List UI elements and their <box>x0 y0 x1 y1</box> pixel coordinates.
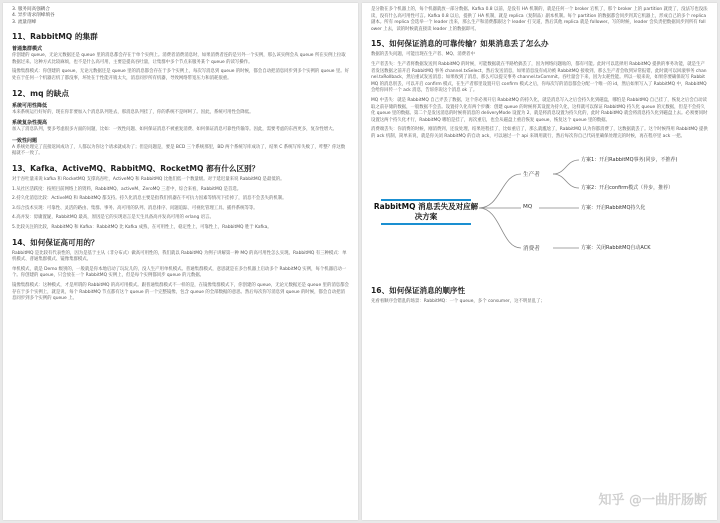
list-item: 3.综合技术实现：可靠性、灵活的路由、集群、事务、高可用的队列、消息排序、问题追踪、可视化管理工具、插件系统等等。 <box>12 205 258 211</box>
mind-map-leaf: 方案1：开启RabbitMQ事务(同步，不推荐) <box>581 156 678 163</box>
paragraph: 对于吞吐量来说 kafka 和 RocketMQ 支撑高吞吐，ActiveMQ 和 RabbitMQ 比他们低一个数量级。对于延迟量来说 RabbitMQ 是最低的。 <box>12 176 285 182</box>
list-item: 5.比较关注的比较，RabbitMQ 和 Kafka：RabbitMQ 比 Kafka 成熟，在可用性上，稳定性上，可靠性上，RabbitMQ 胜于 Kafka。 <box>12 224 272 230</box>
document-page-right <box>362 3 717 520</box>
mind-map-root <box>373 198 479 226</box>
mind-map-root-bar <box>381 199 471 201</box>
mind-map-leaf: 方案：关闭RabbitMQ自动ACK <box>581 244 651 251</box>
subsection-title: 普通集群模式 <box>12 46 43 53</box>
paragraph: MQ 中丢失：就是 RabbitMQ 自己弄丢了数据，这个你必须开启 RabbitMQ 的持久化，就是消息写入之后会持久化到磁盘，哪怕是 RabbitMQ 自己挂了，恢复之后会自动读取之前存储的数据，一般数据不会丢。设置持久化有两个步骤：创建 queue 的时候将其设置为持久化，这样就可以保证 RabbitMQ 持久化 queue 的元数据，但是不会持久化 queue 里的数据。第二个是发送消息的时候将消息的 deliveryMode 设置为 2，就是将消息设置为持久化的，此时 RabbitMQ 就会将消息持久化到磁盘上去。必须要同时设置这两个持久化才行，RabbitMQ 哪怕是挂了，再次重启，也会从磁盘上重启恢复 queue，恢复这个 queue 里的数据。 <box>371 97 708 123</box>
section-title: 13、Kafka、ActiveMQ、RabbitMQ、RocketMQ 都有什么区别？ <box>12 163 260 173</box>
section-title: 11、RabbitMQ 的集群 <box>12 32 98 42</box>
section-title: 14、如何保证高可用的？ <box>12 237 99 247</box>
list-item: 2.持久化消息比较：ActiveMQ 和 RabbitMQ 都支持。持久化消息主要是指我们机器在不可抗力因素等情况下挂掉了，消息不会丢失的机制。 <box>12 196 287 202</box>
paragraph: 数据的丢失问题，可能出现在生产者、MQ、消费者中 <box>371 52 475 58</box>
mind-map-root-bar <box>381 223 471 225</box>
toc-item: 3. 服务间高强耦合 <box>12 7 51 12</box>
paragraph: 单机模式，就是 Demo 级别的，一般就是你本地启动了玩玩儿的，没人生产用单机模式。普通集群模式，意思就是在多台机器上启动多个 RabbitMQ 实例，每个机器启动一个。你创建的 queue，只会放在一个 RabbitMQ 实例上，但是每个实例都同步 queue 的元数据。 <box>12 266 347 279</box>
paragraph: A 系统处理完了直接返回成功了，人都以为你这个请求就成功了；但是问题是，要是 BCD 三个系统那里，BD 两个系统写库成功了，结果 C 系统写库失败了，咋整？你这数据就不一致了。 <box>12 144 346 157</box>
mind-map-leaf: 方案2：开启confirm模式（异步，推荐） <box>581 184 674 191</box>
list-item: 4.高并发：毋庸置疑，RabbitMQ 最高，原因是它的实现语言是天生具备高并发高可用的 erlang 语言。 <box>12 215 214 221</box>
connector <box>479 174 521 208</box>
paragraph: 消费端丢失：你消费的时候，刚消费到，还没处理，结果进程挂了，比如重启了，那么就尴尬了，RabbitMQ 认为你都消费了，这数据就丢了。这个时候得用 RabbitMQ 提供的 ack 机制，简单来说，就是你关闭 RabbitMQ 的自动 ack，可以通过一个 api 来调用就行，然后每次你自己代码里确保处理完的时候，再在程序里 ack 一把。 <box>371 127 708 139</box>
toc-item: 4. 异步请求削峰填谷 <box>12 13 55 19</box>
toc-list <box>12 7 349 26</box>
paragraph: 镜像集群模式：你创建的 queue，无论元数据还是 queue 里的消息都会存在于多个实例上，每次写消息到 queue 的时候，都会自动把消息同步到多个实例的 queue 里。好处在于任何一个机器宕机了都没事，坏处在于性能开销太大，消息同步所有机器，导致网络带宽压力和消耗很重。 <box>12 69 350 81</box>
watermark: 知乎 @一曲肝肠断 <box>598 493 707 508</box>
section-title: 15、如何保证消息的可靠传输？如果消息丢了怎么办 <box>371 39 549 49</box>
mind-map-leaf: 方案：开启RabbitMQ持久化 <box>581 204 646 211</box>
connector <box>479 208 521 248</box>
subsection-title: 系统可用性降低 <box>12 102 48 109</box>
toc-item: 3. 流量削峰 <box>12 19 37 25</box>
connector <box>553 174 579 188</box>
subsection-title: 系统复杂性提高 <box>12 120 48 127</box>
paragraph: 是分散在多个机器上的，每个机器就放一部分数据。Kafka 0.8 以前，是没有 HA 机制的，就是任何一个 broker 宕机了，那个 broker 上的 partition 就废了，没法写也没法读，没有什么高可用性可言。Kafka 0.8 以后，提供了 HA 机制，就是 replica（复制品）副本机制。每个 partition 的数据都会同步到其它机器上，形成自己的多个 replica 副本。所有 replica 会选举一个 leader 出来，那么生产和消费都跟这个 leader 打交道，然后其他 replica 就是 follower。写的时候，leader 会负责把数据同步到所有 follower 上去，读的时候就直接读 leader 上的数据即可。 <box>371 7 708 32</box>
mind-map-branch: MQ <box>523 203 533 210</box>
connector <box>553 160 579 174</box>
paragraph: RabbitMQ 是比较有代表性的，因为是基于主从（非分布式）做高可用性的，我们就以 RabbitMQ 为例子讲解第一种 MQ 的高可用性怎么实现。RabbitMQ 有三种模式：单机模式、普通集群模式、镜像集群模式。 <box>12 250 347 263</box>
mind-map-branch: 生产者 <box>523 171 540 178</box>
mind-map-branch: 消费者 <box>523 245 540 252</box>
paragraph: 镜像集群模式：这种模式，才是所谓的 RabbitMQ 的高可用模式。跟普通集群模式不一样的是，在镜像集群模式下，你创建的 queue，无论元数据还是 queue 里的消息都会存在于多个实例上，就是说，每个 RabbitMQ 节点都有这个 queue 的一个完整镜像，包含 queue 的全部数据的意思。然后每次你写消息到 queue 的时候，都会自动把消息同步到多个实例的 queue 上。 <box>12 282 349 302</box>
mind-map-root-label: RabbitMQ 消息丢失及对应解决方案 <box>373 201 479 221</box>
document-page-left <box>3 3 358 520</box>
section-title: 16、如何保证消息的顺序性 <box>371 285 466 295</box>
paragraph: 你创建的 queue，无论元数据还是 queue 里的消息都会存在于单个实例上。消费者消费消息时，如果消费者连的是另外一个实例，那么该实例会从 queue 所在实例上拉取数据过来。这种方式比较麻烦，也不是什么高可用，主要是提高吞吐量，让集群中多个节点来服务某个 queue 的读写操作。 <box>12 53 346 65</box>
section-title: 12、mq 的缺点 <box>12 88 69 98</box>
subsection-title: 一致性问题 <box>12 137 38 144</box>
mind-map-diagram <box>371 144 708 280</box>
paragraph: 加入了消息队列，要多考虑很多方面的问题，比如：一致性问题、如何保证消息不被重复消费、如何保证消息可靠性传输等。因此，需要考虑的东西更多，复杂性增大。 <box>12 127 337 133</box>
paragraph: 本来系统运行好好的，现在你非要加入个消息队列进去，那消息队列挂了，你的系统不是呵呵了。因此，系统可用性会降低。 <box>12 109 254 115</box>
list-item: 1.从社区活跃度：按照目前网络上的资料，RabbitMQ、activeM、ZeroMQ 三者中，综合来看，RabbitMQ 是首选。 <box>12 186 242 192</box>
paragraph: 先看看顺序会错乱的场景：RabbitMQ：一个 queue，多个 consumer，这不明显乱了； <box>371 298 545 304</box>
paragraph: 生产者丢失：生产者将数据发送到 RabbitMQ 的时候，可能数据就在半路给搞丢了，因为网络问题啥的，都有可能。此时可以选择用 RabbitMQ 提供的事务功能，就是生产者发送数据之前开启 RabbitMQ 事务 channel.txSelect，然后发送消息，如果消息没有成功被 RabbitMQ 接收到，那么生产者会收到异常报错，此时就可以回滚事务 channel.txRollback，然后重试发送消息；如果收到了消息，那么可以提交事务 channel.txCommit。吞吐量会下来，因为太耗性能。所以一般来说，如果你要确保说写 RabbitMQ 的消息别丢，可以开启 confirm 模式，在生产者那里设置开启 confirm 模式之后，你每次写的消息都会分配一个唯一的 id，然后如果写入了 RabbitMQ 中，RabbitMQ 会给你回传一个 ack 消息，告诉你说这个消息 ok 了。 <box>371 61 707 94</box>
